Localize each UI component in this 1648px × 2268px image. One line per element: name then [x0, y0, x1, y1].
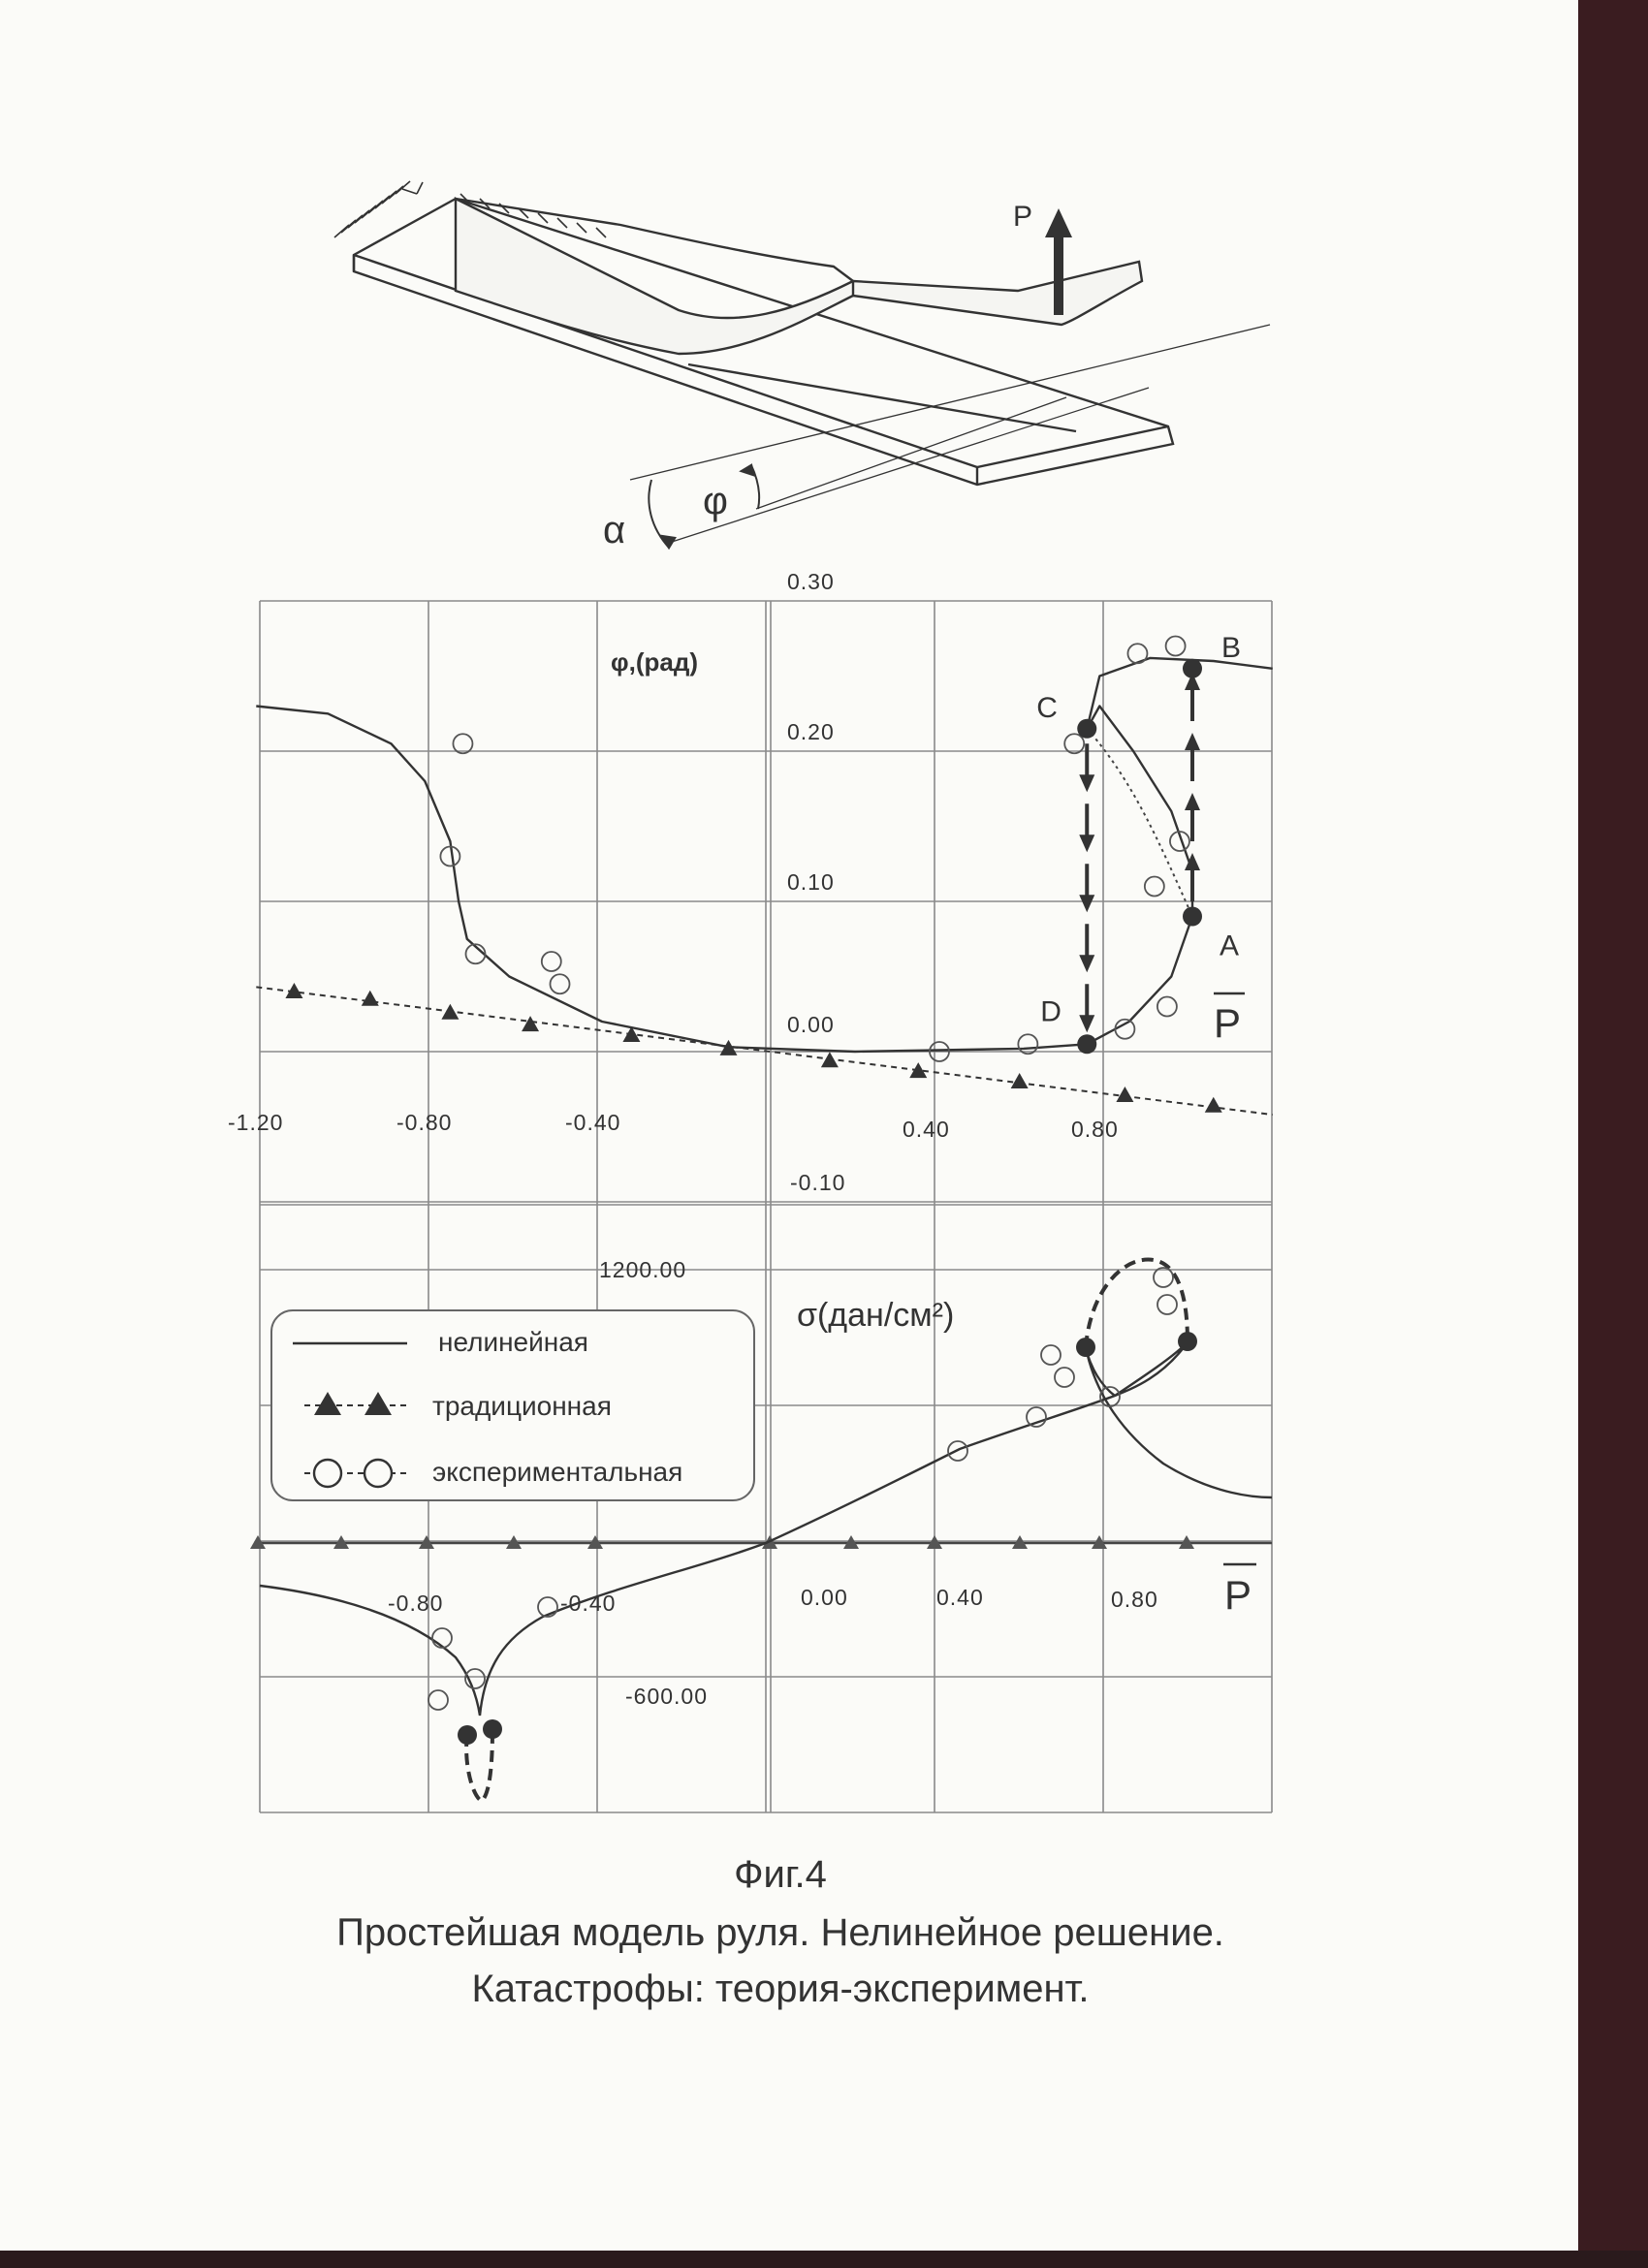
phi-y-tick: -0.10 — [790, 1170, 846, 1195]
phi-p-axis-label — [1214, 993, 1245, 1046]
figure-number: Фиг.4 — [734, 1853, 827, 1896]
sigma-catastrophe-point — [483, 1719, 502, 1739]
sigma-y-tick-bottom: -600.00 — [625, 1684, 709, 1709]
phi-point-label: B — [1221, 631, 1242, 664]
sigma-y-tick-top: 1200.00 — [599, 1257, 687, 1282]
page-edge-shadow — [1578, 0, 1648, 2268]
sigma-x-tick: -0.80 — [388, 1591, 444, 1616]
phi-point-label: C — [1036, 691, 1058, 724]
phi-circle-marker — [1166, 637, 1186, 656]
phi-catastrophe-point — [1077, 719, 1096, 739]
phi-series — [256, 637, 1272, 1116]
phi-jump-arrow-head — [1079, 835, 1094, 852]
phi-triangle-marker — [441, 1004, 459, 1020]
phi-jump-arrow-head — [1079, 955, 1094, 972]
sigma-p-axis-label — [1223, 1564, 1256, 1618]
phi-chart — [228, 569, 1273, 1195]
phi-circle-marker — [1157, 997, 1177, 1017]
sigma-circle-marker — [1055, 1368, 1074, 1387]
sigma-p-axis-text: P — [1224, 1572, 1252, 1618]
phi-triangle-marker — [362, 991, 379, 1006]
force-label: P — [1013, 201, 1033, 233]
phi-x-tick: -0.40 — [565, 1110, 621, 1135]
sigma-x-tick: -0.40 — [560, 1591, 617, 1616]
legend-experimental-label: экспериментальная — [432, 1457, 683, 1487]
sigma-x-tick: 0.40 — [936, 1585, 984, 1610]
phi-jump-arrow-head — [1079, 895, 1094, 912]
phi-catastrophe-point — [1183, 907, 1202, 927]
phi-circle-marker — [542, 952, 561, 971]
rudder-diagram — [334, 181, 1270, 548]
sigma-catastrophe-point — [458, 1725, 477, 1745]
phi-triangle-marker — [1011, 1073, 1029, 1088]
sigma-circle-marker — [432, 1628, 452, 1648]
sigma-axis-label: σ(дан/см²) — [797, 1297, 955, 1334]
phi-y-tick: 0.10 — [787, 869, 835, 895]
angle-phi-label: φ — [703, 480, 728, 522]
phi-x-tick: -1.20 — [228, 1110, 284, 1135]
phi-circle-marker — [551, 974, 570, 993]
sigma-catastrophe-point — [1076, 1338, 1095, 1357]
legend-circle-icon — [314, 1460, 341, 1487]
phi-p-axis-text: P — [1214, 1000, 1242, 1046]
phi-x-tick: 0.80 — [1071, 1117, 1119, 1142]
phi-circle-marker — [1127, 644, 1147, 663]
chart-grid — [260, 601, 1272, 1812]
phi-circle-marker — [1145, 877, 1164, 897]
legend-nonlinear-label: нелинейная — [438, 1327, 588, 1357]
sigma-x-tick: 0.80 — [1111, 1587, 1158, 1612]
angle-alpha-label: α — [603, 509, 626, 551]
sigma-catastrophe-point — [1178, 1332, 1197, 1351]
phi-axis-label: φ,(рад) — [611, 647, 698, 677]
phi-nonlinear-curve — [256, 658, 1272, 1052]
caption-line-2: Катастрофы: теория-эксперимент. — [471, 1968, 1090, 2010]
phi-triangle-marker — [821, 1052, 839, 1067]
phi-jump-arrow-head — [1079, 774, 1094, 792]
phi-y-ticks — [787, 569, 845, 1195]
sigma-circle-marker — [428, 1690, 448, 1710]
phi-jump-arrow-head — [1185, 793, 1200, 810]
phi-triangle-marker — [1116, 1087, 1133, 1102]
sigma-x-tick: 0.00 — [801, 1585, 848, 1610]
phi-x-tick: 0.40 — [903, 1117, 950, 1142]
legend-circle-icon — [364, 1460, 392, 1487]
phi-catastrophe-point — [1183, 659, 1202, 678]
sigma-circle-marker — [1041, 1345, 1061, 1365]
phi-x-ticks — [228, 1110, 1119, 1142]
phi-x-tick: -0.80 — [396, 1110, 453, 1135]
caption-line-1: Простейшая модель руля. Нелинейное решение. — [336, 1911, 1224, 1954]
phi-y-tick: 0.30 — [787, 569, 835, 594]
phi-catastrophe-point — [1077, 1034, 1096, 1054]
sigma-chart — [250, 1257, 1272, 1801]
phi-circle-marker — [1115, 1020, 1134, 1039]
sigma-circle-marker — [1154, 1268, 1173, 1287]
phi-triangle-marker — [522, 1016, 539, 1031]
phi-triangle-marker — [1205, 1097, 1222, 1113]
page-bottom-edge — [0, 2251, 1648, 2268]
phi-point-label: A — [1220, 929, 1240, 962]
phi-labeled-points — [1036, 632, 1241, 1055]
legend-traditional-label: традиционная — [432, 1391, 612, 1421]
phi-y-tick: 0.20 — [787, 719, 835, 744]
phi-jump-arrow-head — [1079, 1015, 1094, 1032]
phi-y-tick: 0.00 — [787, 1012, 835, 1037]
sigma-circle-marker — [1157, 1295, 1177, 1314]
phi-point-label: D — [1040, 995, 1062, 1028]
legend — [271, 1310, 754, 1500]
phi-jump-arrow-head — [1185, 733, 1200, 750]
